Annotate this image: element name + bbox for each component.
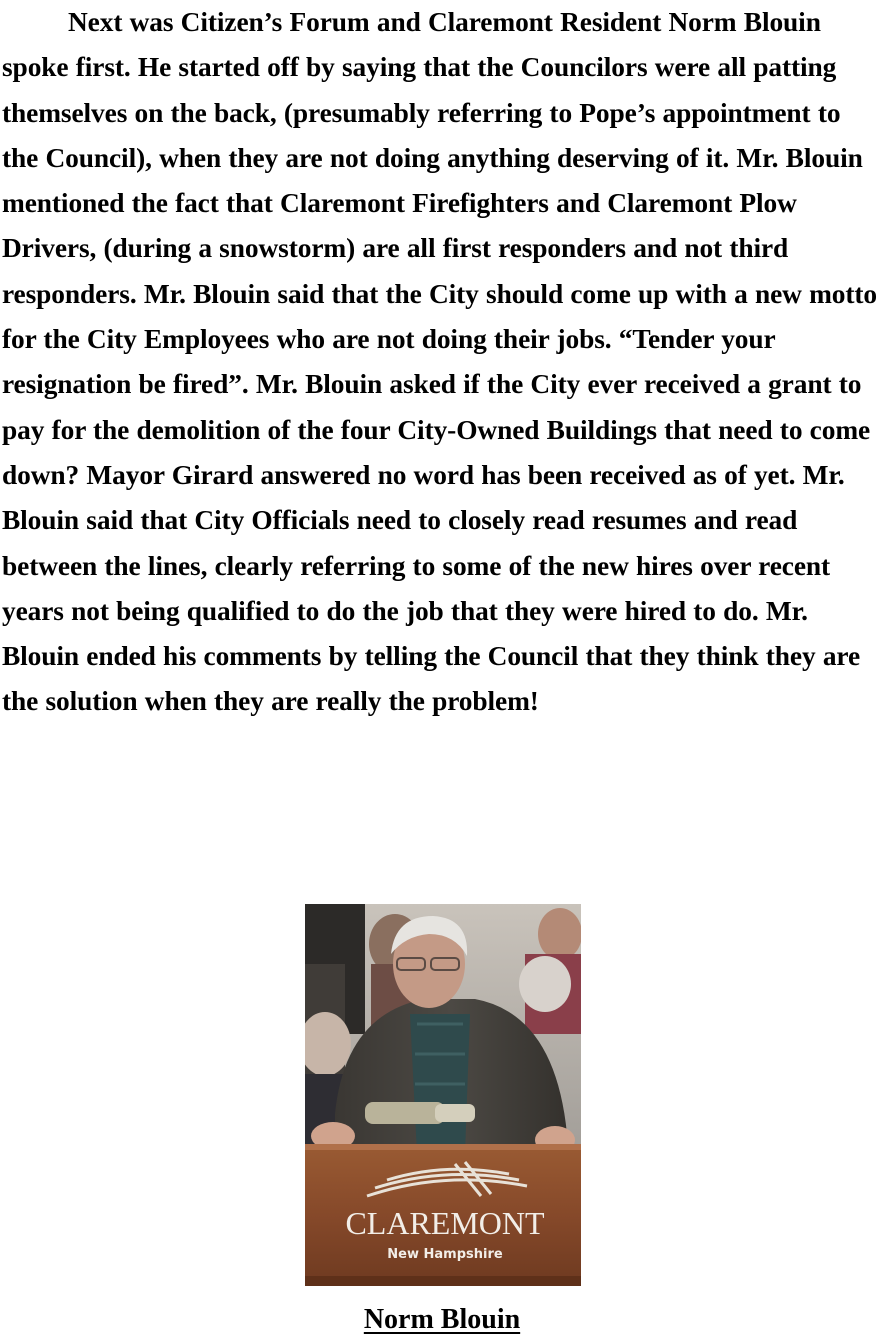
caption-text: Norm Blouin [363, 1304, 521, 1335]
photo-caption [0, 1303, 880, 1337]
speaker-photo [305, 904, 581, 1286]
podium-name: CLAREMONT [345, 1205, 545, 1241]
podium-state: New Hampshire [387, 1247, 503, 1262]
article-paragraph: Next was Citizen’s Forum and Claremont Resident Norm Blouin spoke first. He started off by saying that the Councilors were all patting themselves on the back, (presumably referring to Pope’s appointment to the Council), when they are not doing anything deserving of it. Mr. Blouin mentioned the fact that Claremont Firefighters and Claremont Plow Drivers, (during a snowstorm) are all first responders and not third responders. Mr. Blouin said that the City should come up with a new motto for the City Employees who are not doing their jobs. “Tender your resignation be fired”. Mr. Blouin asked if the City ever received a grant to pay for the demolition of the four City-Owned Buildings that need to come down? Mayor Girard answered no word has been received as of yet. Mr. Blouin said that City Officials need to closely read resumes and read between the lines, clearly referring to some of the new hires over recent years not being qualified to do the job that they were hired to do. Mr. Blouin ended his comments by telling the Council that they think they are the solution when they are really the problem! [2, 7, 878, 717]
